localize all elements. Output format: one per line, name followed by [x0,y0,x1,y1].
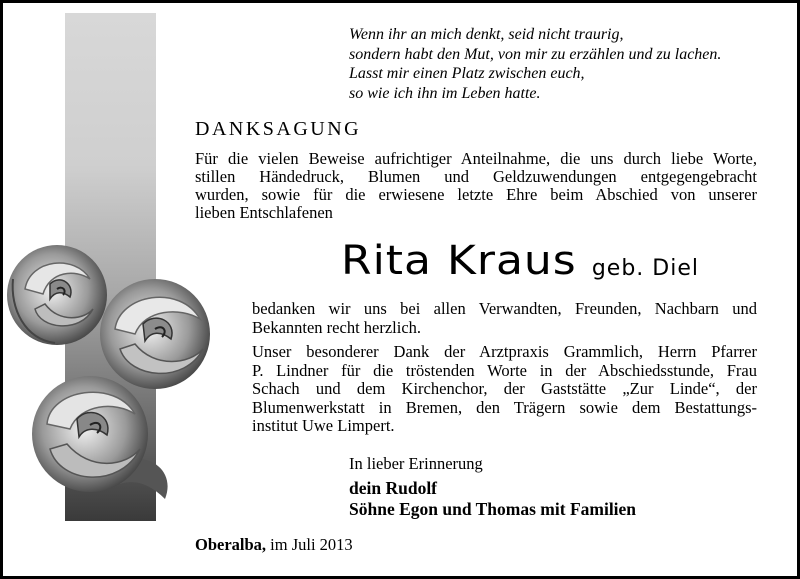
signer-line: dein Rudolf [349,478,438,498]
special-thanks-paragraph [252,343,757,436]
memory-text: In lieber Erinnerung [349,454,483,473]
rose-shape [32,376,148,492]
thanks-paragraph [252,300,757,337]
poem-line: Wenn ihr an mich denkt, seid nicht traurig, [349,26,624,43]
roses-image [5,239,215,507]
poem-line: Lasst mir einen Platz zwischen euch, [349,65,585,82]
heading: DANKSAGUNG [195,118,362,140]
paragraph-line: Schach und dem Kirchenchor, der Gaststätte „Zur Linde“, der [252,379,757,399]
intro-line: Für die vielen Beweise aufrichtiger Anteilnahme, die uns durch liebe Worte, [195,149,757,168]
paragraph-line: Bekannten recht herzlich. [252,317,422,337]
signers [349,478,636,519]
intro-line: wurden, sowie für die erwiesene letzte Ehre beim Abschied von unserer [195,185,757,204]
signer-line: Söhne Egon und Thomas mit Familien [349,498,637,519]
birth-name: geb. Diel [591,256,699,281]
place-date [195,535,353,555]
poem-line: so wie ich ihn im Leben hatte. [349,84,541,102]
paragraph-line: bedanken wir uns bei allen Verwandten, Freunden, Nachbarn und [252,299,757,318]
paragraph-line: institut Uwe Limpert. [252,416,395,436]
deceased-name: Rita Kraus [341,237,577,284]
deceased-name-line [341,235,699,286]
date: im Juli 2013 [270,535,353,554]
intro-paragraph [195,150,757,222]
rose-shape [100,279,210,389]
paragraph-line: Unser besonderer Dank der Arztpraxis Grammlich, Herrn Pfarrer [252,342,757,361]
paragraph-line: Blumenwerkstatt in Bremen, den Trägern sowie dem Bestattungs- [252,397,757,417]
intro-line: lieben Entschlafenen [195,203,333,222]
paragraph-line: P. Lindner für die tröstenden Worte in der Abschiedsstunde, Frau [252,360,757,380]
poem [349,25,721,103]
intro-line: stillen Händedruck, Blumen und Geldzuwendungen entgegengebracht [195,167,757,186]
place: Oberalba, [195,535,267,554]
rose-shape [7,245,107,345]
poem-line: sondern habt den Mut, von mir zu erzählen und zu lachen. [349,45,722,63]
